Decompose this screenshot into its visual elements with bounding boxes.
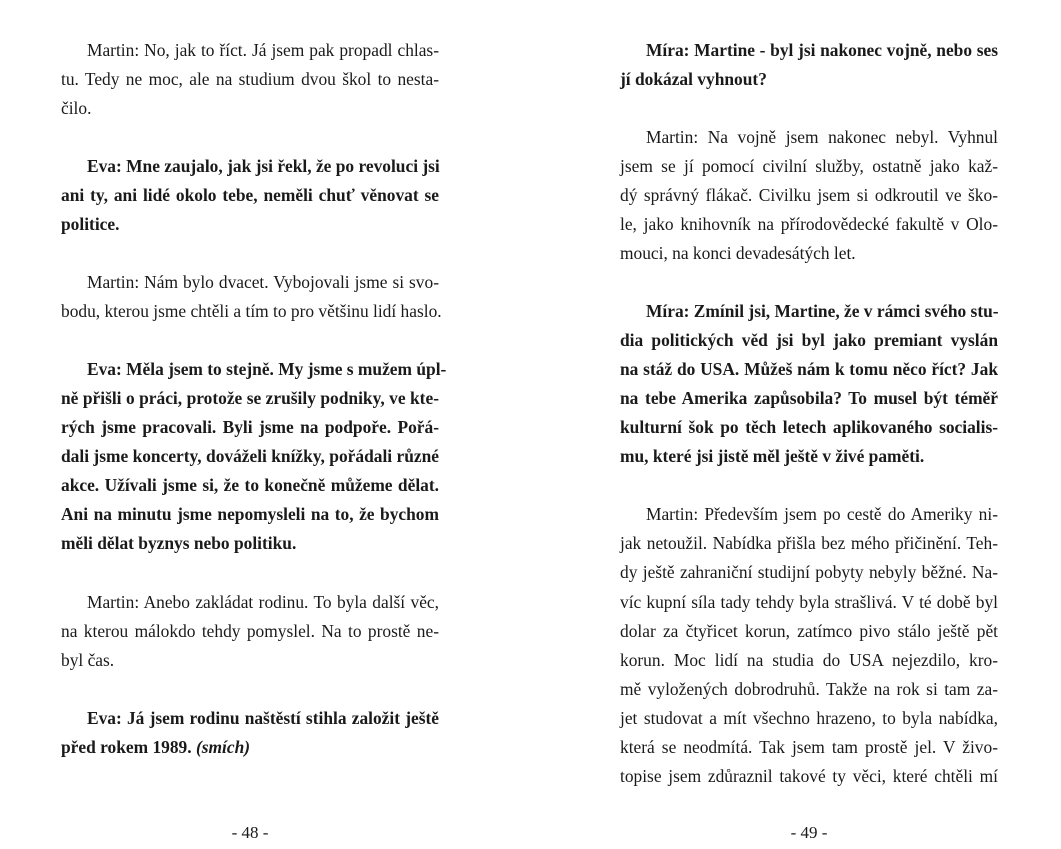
text-line: která se neodmítá. Tak jsem tam prostě jel. V živo- xyxy=(620,737,998,757)
text-line: na stáž do USA. Můžeš nám k tomu něco říct? Jak xyxy=(620,359,998,379)
text-line: byl čas. xyxy=(61,650,115,670)
text-line: jet studovat a mít všechno hrazeno, to byla nabídka, xyxy=(620,708,998,728)
text-line: jak netoužil. Nabídka přišla bez mého přičinění. Teh- xyxy=(620,533,998,553)
text-line: topise jsem zdůraznil takové ty věci, které chtěli mí xyxy=(620,766,998,786)
page-number: - 48 - xyxy=(231,823,269,842)
text-line: Martin: Anebo zakládat rodinu. To byla další věc, xyxy=(87,592,439,612)
text-line-with-stage-direction xyxy=(61,733,439,762)
text-line: dý správný flákač. Civilku jsem si odkroutil ve ško- xyxy=(620,185,998,205)
text-line: dia politických věd jsi byl jako premiant vyslán xyxy=(620,330,998,350)
text-line: Martin: Nám bylo dvacet. Vybojovali jsme si svo- xyxy=(87,272,439,292)
text-line: na tebe Amerika zapůsobila? To musel být téměř xyxy=(620,388,998,408)
text-line: čilo. xyxy=(61,98,92,118)
text-line: Martin: Především jsem po cestě do Ameriky ni- xyxy=(646,504,998,524)
text-line: politice. xyxy=(61,214,120,234)
text-line: mu, které jsi jistě měl ještě v živé paměti. xyxy=(620,446,925,466)
left-page xyxy=(61,0,447,849)
text-line: Eva: Měla jsem to stejně. My jsme s mužem úpl- xyxy=(87,359,447,379)
text-line: akce. Užívali jsme si, že to konečně můžeme dělat. xyxy=(61,475,439,495)
stage-direction: (smích) xyxy=(195,737,251,757)
text-line: ně přišli o práci, protože se zrušily podniky, ve kte- xyxy=(61,388,439,408)
text-line: Eva: Já jsem rodinu naštěstí stihla založit ještě xyxy=(87,708,439,728)
text-line: víc kupní síla tady tehdy byla strašlivá. V té době byl xyxy=(620,592,998,612)
text-line: měli dělat byznys nebo politiku. xyxy=(61,533,297,553)
page-number: - 49 - xyxy=(790,823,828,842)
text-line: Míra: Zmínil jsi, Martine, že v rámci svého stu- xyxy=(646,301,999,321)
text-line: ani ty, ani lidé okolo tebe, neměli chuť věnovat se xyxy=(61,185,439,205)
text-line: mouci, na konci devadesátých let. xyxy=(620,243,856,263)
right-page xyxy=(620,0,998,849)
text-line: tu. Tedy ne moc, ale na studium dvou škol to nesta- xyxy=(61,69,439,89)
text-line: kulturní šok po těch letech aplikovaného socialis- xyxy=(620,417,998,437)
text-line: Eva: Mne zaujalo, jak jsi řekl, že po revoluci jsi xyxy=(87,156,440,176)
text-line: dolar za čtyřicet korun, zatímco pivo stálo ještě pět xyxy=(620,621,998,641)
text-line: dy ještě zahraniční studijní pobyty nebyly běžné. Na- xyxy=(620,562,998,582)
text-line: korun. Moc lidí na studia do USA nejezdilo, kro- xyxy=(620,650,998,670)
text-line: le, jako knihovník na přírodovědecké fakultě v Olo- xyxy=(620,214,998,234)
text-line: jsem se jí pomocí civilní služby, ostatně jako kaž- xyxy=(620,156,998,176)
text-line: Martin: No, jak to říct. Já jsem pak propadl chlas- xyxy=(87,40,439,60)
text-line: rých jsme pracovali. Byli jsme na podpoře. Pořá- xyxy=(61,417,439,437)
text-line: Martin: Na vojně jsem nakonec nebyl. Vyhnul xyxy=(646,127,998,147)
text-line: dali jsme koncerty, dováželi knížky, pořádali různé xyxy=(61,446,439,466)
text-line: bodu, kterou jsme chtěli a tím to pro většinu lidí haslo. xyxy=(61,301,442,321)
text-fragment: před rokem 1989. xyxy=(61,737,192,757)
text-line: na kterou málokdo tehdy pomyslel. Na to prostě ne- xyxy=(61,621,439,641)
text-line: mě vyložených dobrodruhů. Takže na rok si tam za- xyxy=(620,679,998,699)
text-line: Míra: Martine - byl jsi nakonec vojně, nebo ses xyxy=(646,40,998,60)
text-line: Ani na minutu jsme nepomysleli na to, že bychom xyxy=(61,504,439,524)
text-line: jí dokázal vyhnout? xyxy=(620,69,767,89)
